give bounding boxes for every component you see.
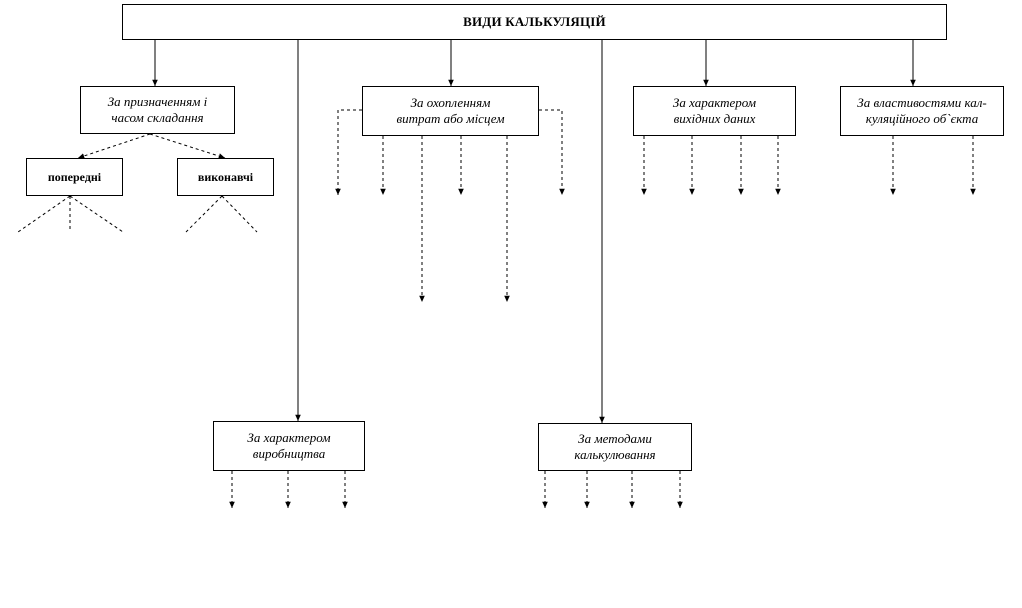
coverage-left-stub <box>338 110 362 195</box>
preliminary-fan-left <box>18 196 70 232</box>
category-purpose-box <box>80 86 235 134</box>
main-title: ВИДИ КАЛЬКУЛЯЦІЙ <box>463 14 606 29</box>
executive-fan-left <box>186 196 222 232</box>
subtype-executive-label: виконавчі <box>197 169 254 184</box>
category-object-label: За властивостями кал- куляційного об`єкта <box>857 95 987 126</box>
category-purpose-label: За призначенням і часом складання <box>107 94 208 125</box>
connector-to-executive <box>150 134 225 158</box>
category-methods-label: За методами калькулювання <box>574 431 656 462</box>
executive-fan-right <box>222 196 257 232</box>
subtype-preliminary-box <box>26 158 123 196</box>
category-coverage-label: За охопленням витрат або місцем <box>396 95 505 126</box>
category-production-box <box>213 421 365 471</box>
category-methods-box <box>538 423 692 471</box>
preliminary-fan-right <box>70 196 123 232</box>
category-source-box <box>633 86 796 136</box>
subtype-preliminary-label: попередні <box>47 169 102 184</box>
coverage-right-stub <box>539 110 562 195</box>
connector-to-preliminary <box>78 134 150 158</box>
category-coverage-box <box>362 86 539 136</box>
category-object-box <box>840 86 1004 136</box>
category-source-label: За характером вихідних даних <box>672 95 757 126</box>
main-title-box <box>122 4 947 40</box>
subtype-executive-box <box>177 158 274 196</box>
category-production-label: За характером виробництва <box>247 430 331 461</box>
